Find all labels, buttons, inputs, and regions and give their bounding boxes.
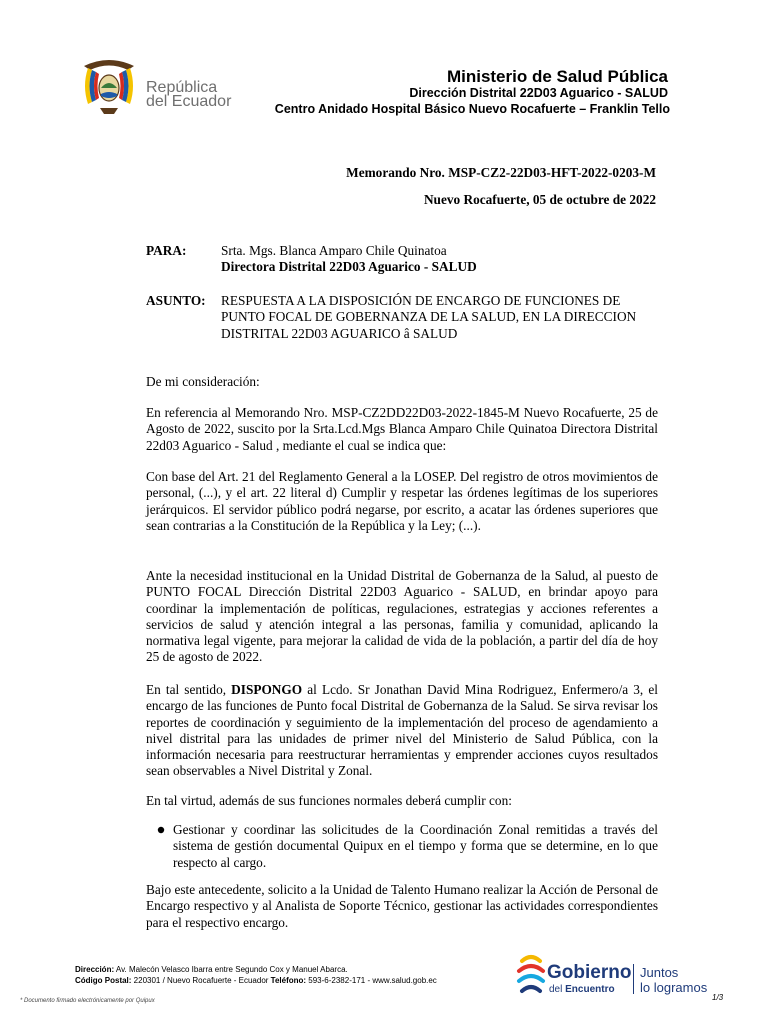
juntos-line1: Juntos — [640, 965, 679, 980]
footer-address — [75, 965, 348, 974]
p4-bold: DISPONGO — [231, 682, 303, 697]
paragraph-3: Ante la necesidad institucional en la Unidad Distrital de Gobernanza de la Salud, al puesto de PUNTO FOCAL Dirección Distrital 22D03 Aguarico - SALUD, en brindar apoyo para coordinar la implementación de políticas, regulaciones, estrategias y acciones referentes a servicios de salud y atención integral a las personas, familia y comunidad, aplicando la normativa legal vigente, para mejorar la calidad de vida de la población, a partir del día de hoy 25 de agosto de 2022. — [146, 568, 658, 665]
address-label: Dirección: — [75, 965, 115, 974]
juntos-line2: lo logramos — [640, 980, 708, 995]
encuentro-word — [549, 984, 615, 995]
asunto-text: RESPUESTA A LA DISPOSICIÓN DE ENCARGO DE FUNCIONES DE PUNTO FOCAL DE GOBERNANZA DE LA SALUD, EN LA DIRECCION DISTRITAL 22D03 AGUARICO â SALUD — [221, 293, 637, 341]
bullet-item-1: Gestionar y coordinar las solicitudes de la Coordinación Zonal remitidas a través del sistema de gestión documental Quipux en el tiempo y forma que se determine, en lo que respecto al cargo. — [173, 822, 658, 870]
paragraph-1: En referencia al Memorando Nro. MSP-CZ2DD22D03-2022-1845-M Nuevo Rocafuerte, 25 de Agosto de 2022, suscito por la Srta.Lcd.Mgs Blanca Amparo Chile Quinatoa Directora Distrital 22d03 Aguarico - Salud , mediante el cual se indica que: — [146, 405, 658, 453]
para-role: Directora Distrital 22D03 Aguarico - SALUD — [221, 259, 477, 274]
del-word: del — [549, 984, 566, 995]
ministry-title: Ministerio de Salud Pública — [446, 67, 668, 86]
logo-divider — [633, 964, 634, 994]
p4-post: al Lcdo. Sr Jonathan David Mina Rodriguez, Enfermero/a 3, el encargo de las funciones de Punto focal Distrital de Gobernanza de la Salud. Se sirva revisar los reportes de coordinación y seguimiento de la implementación del proceso de agendamiento a nivel distrital para las unidades de primer nivel del Ministerio de Salud Pública, con la información necesaria para reestructurar herramientas y emprender acciones cuyos resultados sean observables a Nivel Distrital y Zonal. — [146, 682, 658, 779]
page-number: 1/3 — [712, 993, 724, 1002]
para-label: PARA: — [146, 243, 187, 258]
paragraph-5: En tal virtud, además de sus funciones normales deberá cumplir con: — [146, 793, 512, 808]
address-value: Av. Malecón Velasco Ibarra entre Segundo Cox y Manuel Abarca. — [114, 965, 348, 974]
phone-label: Teléfono: — [270, 976, 307, 985]
footer-postal — [75, 976, 437, 985]
para-name: Srta. Mgs. Blanca Amparo Chile Quinatoa — [221, 243, 447, 258]
memo-place-date: Nuevo Rocafuerte, 05 de octubre de 2022 — [423, 192, 656, 207]
quipux-note: * Documento firmado electrónicamente por Quipux — [20, 998, 155, 1004]
center-subtitle: Centro Anidado Hospital Básico Nuevo Rocafuerte – Franklin Tello — [274, 102, 670, 116]
postal-value: 220301 / Nuevo Rocafuerte - Ecuador — [131, 976, 271, 985]
postal-label: Código Postal: — [75, 976, 132, 985]
gobierno-word: Gobierno — [547, 962, 632, 983]
memo-number: Memorando Nro. MSP-CZ2-22D03-HFT-2022-0203-M — [346, 165, 656, 180]
bullet-dot-icon — [157, 826, 165, 834]
asunto-label: ASUNTO: — [146, 293, 206, 308]
gobierno-encuentro-logo-icon — [516, 953, 546, 999]
paragraph-4 — [146, 682, 658, 780]
republica-line1: República — [146, 79, 218, 96]
ecuador-coat-of-arms-icon — [78, 56, 140, 118]
encuentro-bold: Encuentro — [565, 984, 615, 995]
greeting: De mi consideración: — [146, 374, 260, 389]
paragraph-2: Con base del Art. 21 del Reglamento General a la LOSEP. Del registro de otros movimientos de personal, (...), y el art. 22 literal d) Cumplir y respetar las órdenes legítimas de los superiores jerárquicos. El servidor público podrá negarse, por escrito, a acatar las órdenes superiores que sean contrarias a la Constitución de la República y la Ley; (...). — [146, 469, 658, 533]
paragraph-6: Bajo este antecedente, solicito a la Unidad de Talento Humano realizar la Acción de Personal de Encargo respectivo y al Analista de Soporte Técnico, gestionar las actividades correspondientes para el respectivo encargo. — [146, 882, 658, 930]
p4-pre: En tal sentido, — [146, 682, 232, 697]
district-subtitle: Dirección Distrital 22D03 Aguarico - SALUD — [409, 86, 668, 100]
republica-line2: del Ecuador — [146, 93, 232, 110]
phone-value: 593-6-2382-171 - www.salud.gob.ec — [306, 976, 437, 985]
